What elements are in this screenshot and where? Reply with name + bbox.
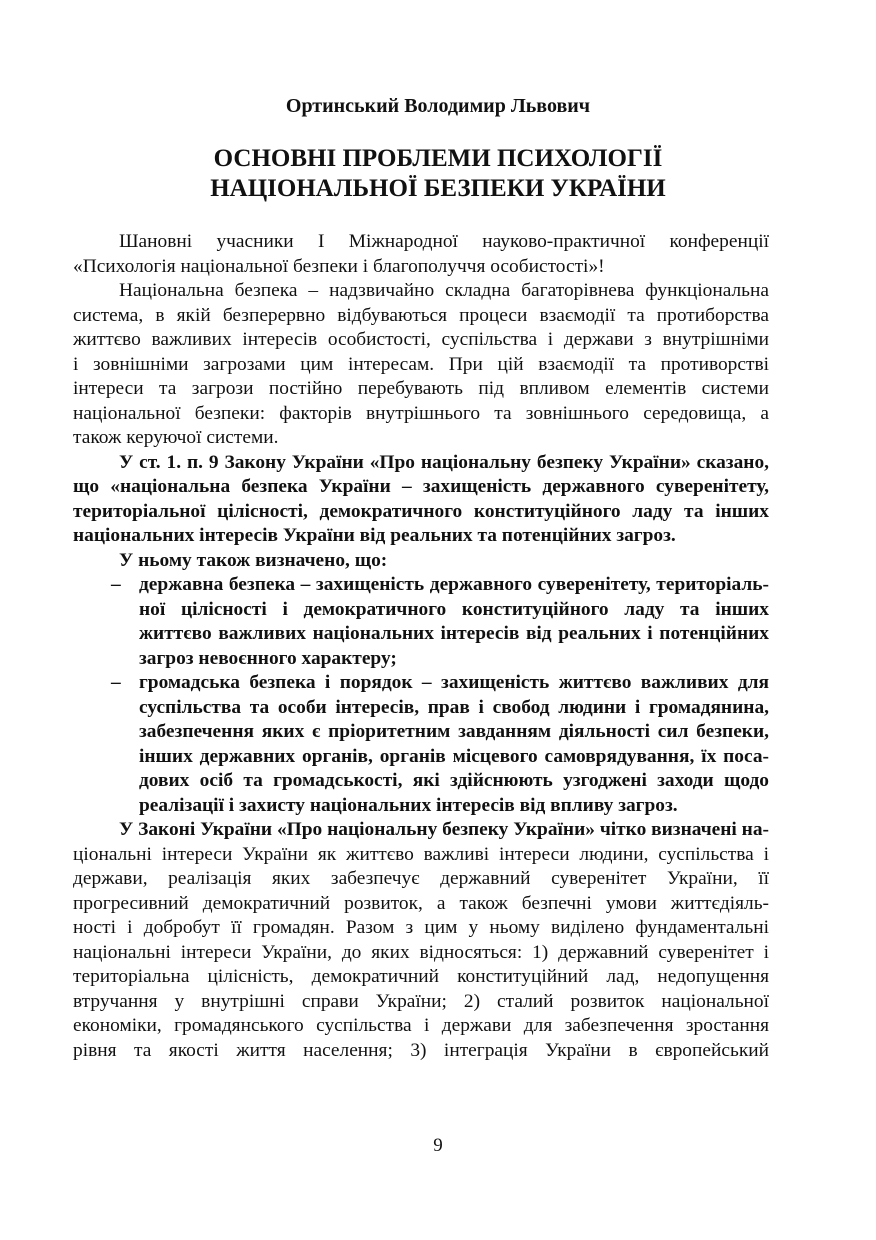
text-line: національні інтереси України, до яких відносяться: 1) державний суверенітет і bbox=[73, 941, 769, 963]
author-name: Ортинський Володимир Львович bbox=[285, 95, 591, 117]
text-line: «Психологія національної безпеки і благополуччя особистості»! bbox=[73, 255, 605, 277]
text-line: Шановні учасники І Міжнародної науково-практичної конференції bbox=[119, 231, 769, 252]
text-line: життєво важливих інтересів особистості, суспільства і держави з внутрішніми bbox=[73, 329, 769, 350]
paragraph-definition bbox=[73, 279, 769, 451]
text-line: інтереси та загрози постійно перебувають під впливом елементів системи bbox=[73, 378, 769, 399]
text-line: ціональні інтереси України як життєво важливі інтереси людини, суспільства і bbox=[73, 843, 769, 865]
text-line: інших державних органів, органів місцевого самоврядування, їх поса- bbox=[139, 745, 769, 767]
text-line: національних інтересів України від реальних та потенційних загроз. bbox=[73, 525, 676, 546]
article-title bbox=[0, 144, 876, 204]
text-line: держави, реалізація яких забезпечує державний суверенітет України, її bbox=[73, 868, 769, 889]
list-item bbox=[73, 573, 769, 671]
text-line: У Законі України «Про національну безпеку України» чітко визначені на- bbox=[119, 819, 769, 840]
list-item-text: державна безпека – захищеність державного суверенітету, територіаль- bbox=[139, 574, 769, 595]
text-line: забезпечення яких є пріоритетним завданням діяльності сил безпеки, bbox=[139, 721, 769, 742]
text-line: реалізації і захисту національних інтересів від впливу загроз. bbox=[139, 794, 678, 816]
text-line: У ст. 1. п. 9 Закону України «Про національну безпеку України» сказано, bbox=[119, 451, 769, 473]
text-line: і зовнішніми загрозами цим інтересам. При цій взаємодії та противорстві bbox=[73, 353, 769, 375]
paragraph-law-quote bbox=[73, 451, 769, 549]
text-line: дових осіб та громадськості, які здійснюють узгоджені заходи щодо bbox=[139, 770, 769, 791]
text-line: також керуючої системи. bbox=[73, 427, 279, 448]
text-line bbox=[73, 573, 769, 598]
text-line: що «національна безпека України – захищеність державного суверенітету, bbox=[73, 476, 769, 497]
text-line: територіальна цілісність, демократичний конституційний лад, недопущення bbox=[73, 966, 769, 987]
text-line: ної цілісності і демократичного конституційного ладу та інших bbox=[139, 598, 769, 620]
paragraph-greeting bbox=[73, 230, 769, 279]
paragraph-national-interests bbox=[73, 818, 769, 1063]
text-line: система, в якій безперервно відбуваються процеси взаємодії та протиборства bbox=[73, 304, 769, 326]
text-line: економіки, громадянського суспільства і держави для забезпечення зростання bbox=[73, 1015, 769, 1036]
article-body bbox=[73, 230, 769, 1063]
text-line bbox=[73, 671, 769, 696]
text-line: втручання у внутрішні справи України; 2) сталий розвиток національної bbox=[73, 990, 769, 1012]
text-line: суспільства та особи інтересів, прав і свобод людини і громадянина, bbox=[139, 696, 769, 718]
title-line: ОСНОВНІ ПРОБЛЕМИ ПСИХОЛОГІЇ bbox=[213, 145, 663, 172]
text-line: загроз невоєнного характеру; bbox=[139, 647, 397, 669]
text-line: національної безпеки: факторів внутрішнього та зовнішнього середовища, а bbox=[73, 402, 769, 424]
list-marker: – bbox=[111, 574, 121, 595]
text-line: прогресивний демократичний розвиток, а також безпечні умови життєдіяль- bbox=[73, 892, 769, 914]
text-line: територіальної цілісності, демократичного конституційного ладу та інших bbox=[73, 500, 769, 522]
text-line: життєво важливих національних інтересів від реальних і потенційних bbox=[139, 623, 769, 644]
title-line: НАЦІОНАЛЬНОЇ БЕЗПЕКИ УКРАЇНИ bbox=[210, 175, 666, 202]
page-number: 9 bbox=[433, 1135, 443, 1156]
bullet-list bbox=[73, 573, 769, 818]
paragraph-intro-list bbox=[73, 549, 769, 574]
list-item bbox=[73, 671, 769, 818]
text-line: рівня та якості життя населення; 3) інтеграція України в європейський bbox=[73, 1039, 769, 1061]
text-line: У ньому також визначено, що: bbox=[119, 549, 388, 571]
text-line: Національна безпека – надзвичайно складна багаторівнева функціональна bbox=[119, 280, 769, 301]
list-marker: – bbox=[111, 672, 121, 693]
list-item-text: громадська безпека і порядок – захищеність життєво важливих для bbox=[139, 672, 769, 693]
text-line: ності і добробут її громадян. Разом з цим у ньому виділено фундаментальні bbox=[73, 917, 769, 938]
